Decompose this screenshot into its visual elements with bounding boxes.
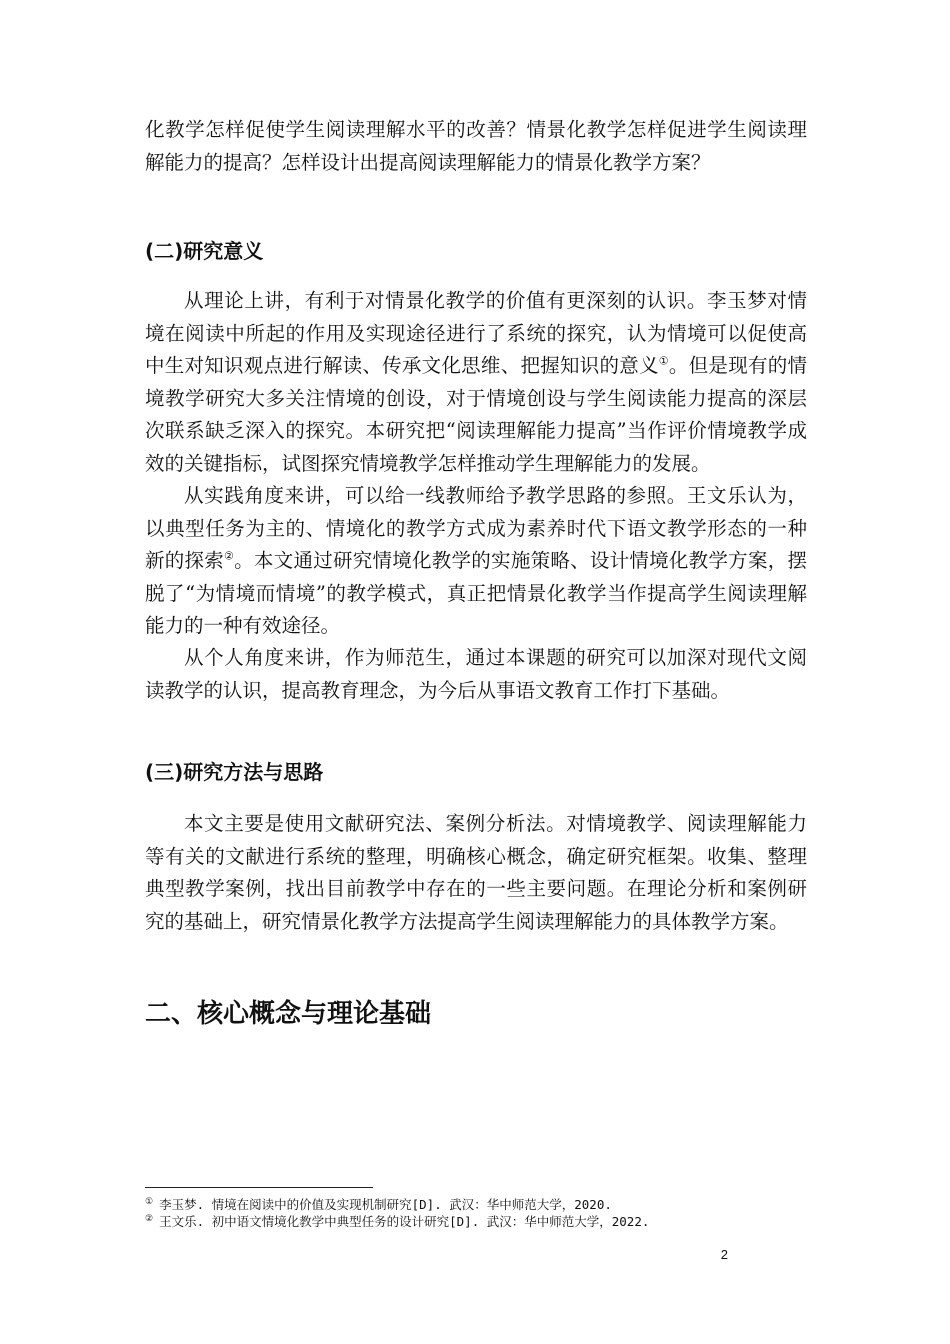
paragraph-text: 化教学怎样促使学生阅读理解水平的改善？情景化教学怎样促进学生阅读理解能力的提高？怎样设计出提高阅读理解能力的情景化教学方案？ xyxy=(145,118,807,174)
footnote-ref-1: ① xyxy=(658,354,669,368)
paragraph-text: 。本文通过研究情境化教学的实施策略、设计情境化教学方案，摆脱了“为情境而情境”的教学模式，真正把情景化教学当作提高学生阅读理解能力的一种有效途径。 xyxy=(145,549,807,637)
chapter-heading: 二、核心概念与理论基础 xyxy=(145,999,432,1029)
footnote-text: 王文乐. 初中语文情境化教学中典型任务的设计研究[D]. 武汉：华中师范大学，2022. xyxy=(159,1214,650,1229)
footnote-1 xyxy=(145,1196,845,1213)
paragraph-intro-continued xyxy=(145,114,807,179)
paragraph-significance-practice xyxy=(145,480,807,643)
page-number: 2 xyxy=(720,1247,728,1262)
paragraph-text: 从个人角度来讲，作为师范生，通过本课题的研究可以加深对现代文阅读教学的认识，提高教育理念，为今后从事语文教育工作打下基础。 xyxy=(145,646,807,702)
section-heading-significance: (二)研究意义 xyxy=(145,239,264,263)
paragraph-text: 从实践角度来讲，可以给一线教师给予教学思路的参照。王文乐认为，以典型任务为主的、情境化的教学方式成为素养时代下语文教学形态的一种新的探索 xyxy=(145,484,807,572)
paragraph-text: 。但是现有的情境教学研究大多关注情境的创设，对于情境创设与学生阅读能力提高的深层次联系缺乏深入的探究。本研究把“阅读理解能力提高”当作评价情境教学成效的关键指标，试图探究情境教学怎样推动学生理解能力的发展。 xyxy=(145,354,807,475)
paragraph-significance-personal xyxy=(145,642,807,707)
section-heading-method: (三)研究方法与思路 xyxy=(145,760,324,784)
paragraph-text: 从理论上讲，有利于对情景化教学的价值有更深刻的认识。李玉梦对情境在阅读中所起的作用及实现途径进行了系统的探究，认为情境可以促使高中生对知识观点进行解读、传承文化思维、把握知识的意义 xyxy=(145,289,807,377)
paragraph-method xyxy=(145,808,807,938)
footnote-mark: ② xyxy=(145,1213,154,1224)
footnote-2 xyxy=(145,1213,845,1230)
footnote-ref-2: ② xyxy=(224,549,235,563)
footnote-separator xyxy=(145,1187,373,1188)
paragraph-text: 本文主要是使用文献研究法、案例分析法。对情境教学、阅读理解能力等有关的文献进行系统的整理，明确核心概念，确定研究框架。收集、整理典型教学案例，找出目前教学中存在的一些主要问题。在理论分析和案例研究的基础上，研究情景化教学方法提高学生阅读理解能力的具体教学方案。 xyxy=(145,812,807,933)
footnote-mark: ① xyxy=(145,1196,154,1207)
footnote-text: 李玉梦. 情境在阅读中的价值及实现机制研究[D]. 武汉：华中师范大学，2020. xyxy=(159,1197,612,1212)
paragraph-significance-theory xyxy=(145,285,807,480)
